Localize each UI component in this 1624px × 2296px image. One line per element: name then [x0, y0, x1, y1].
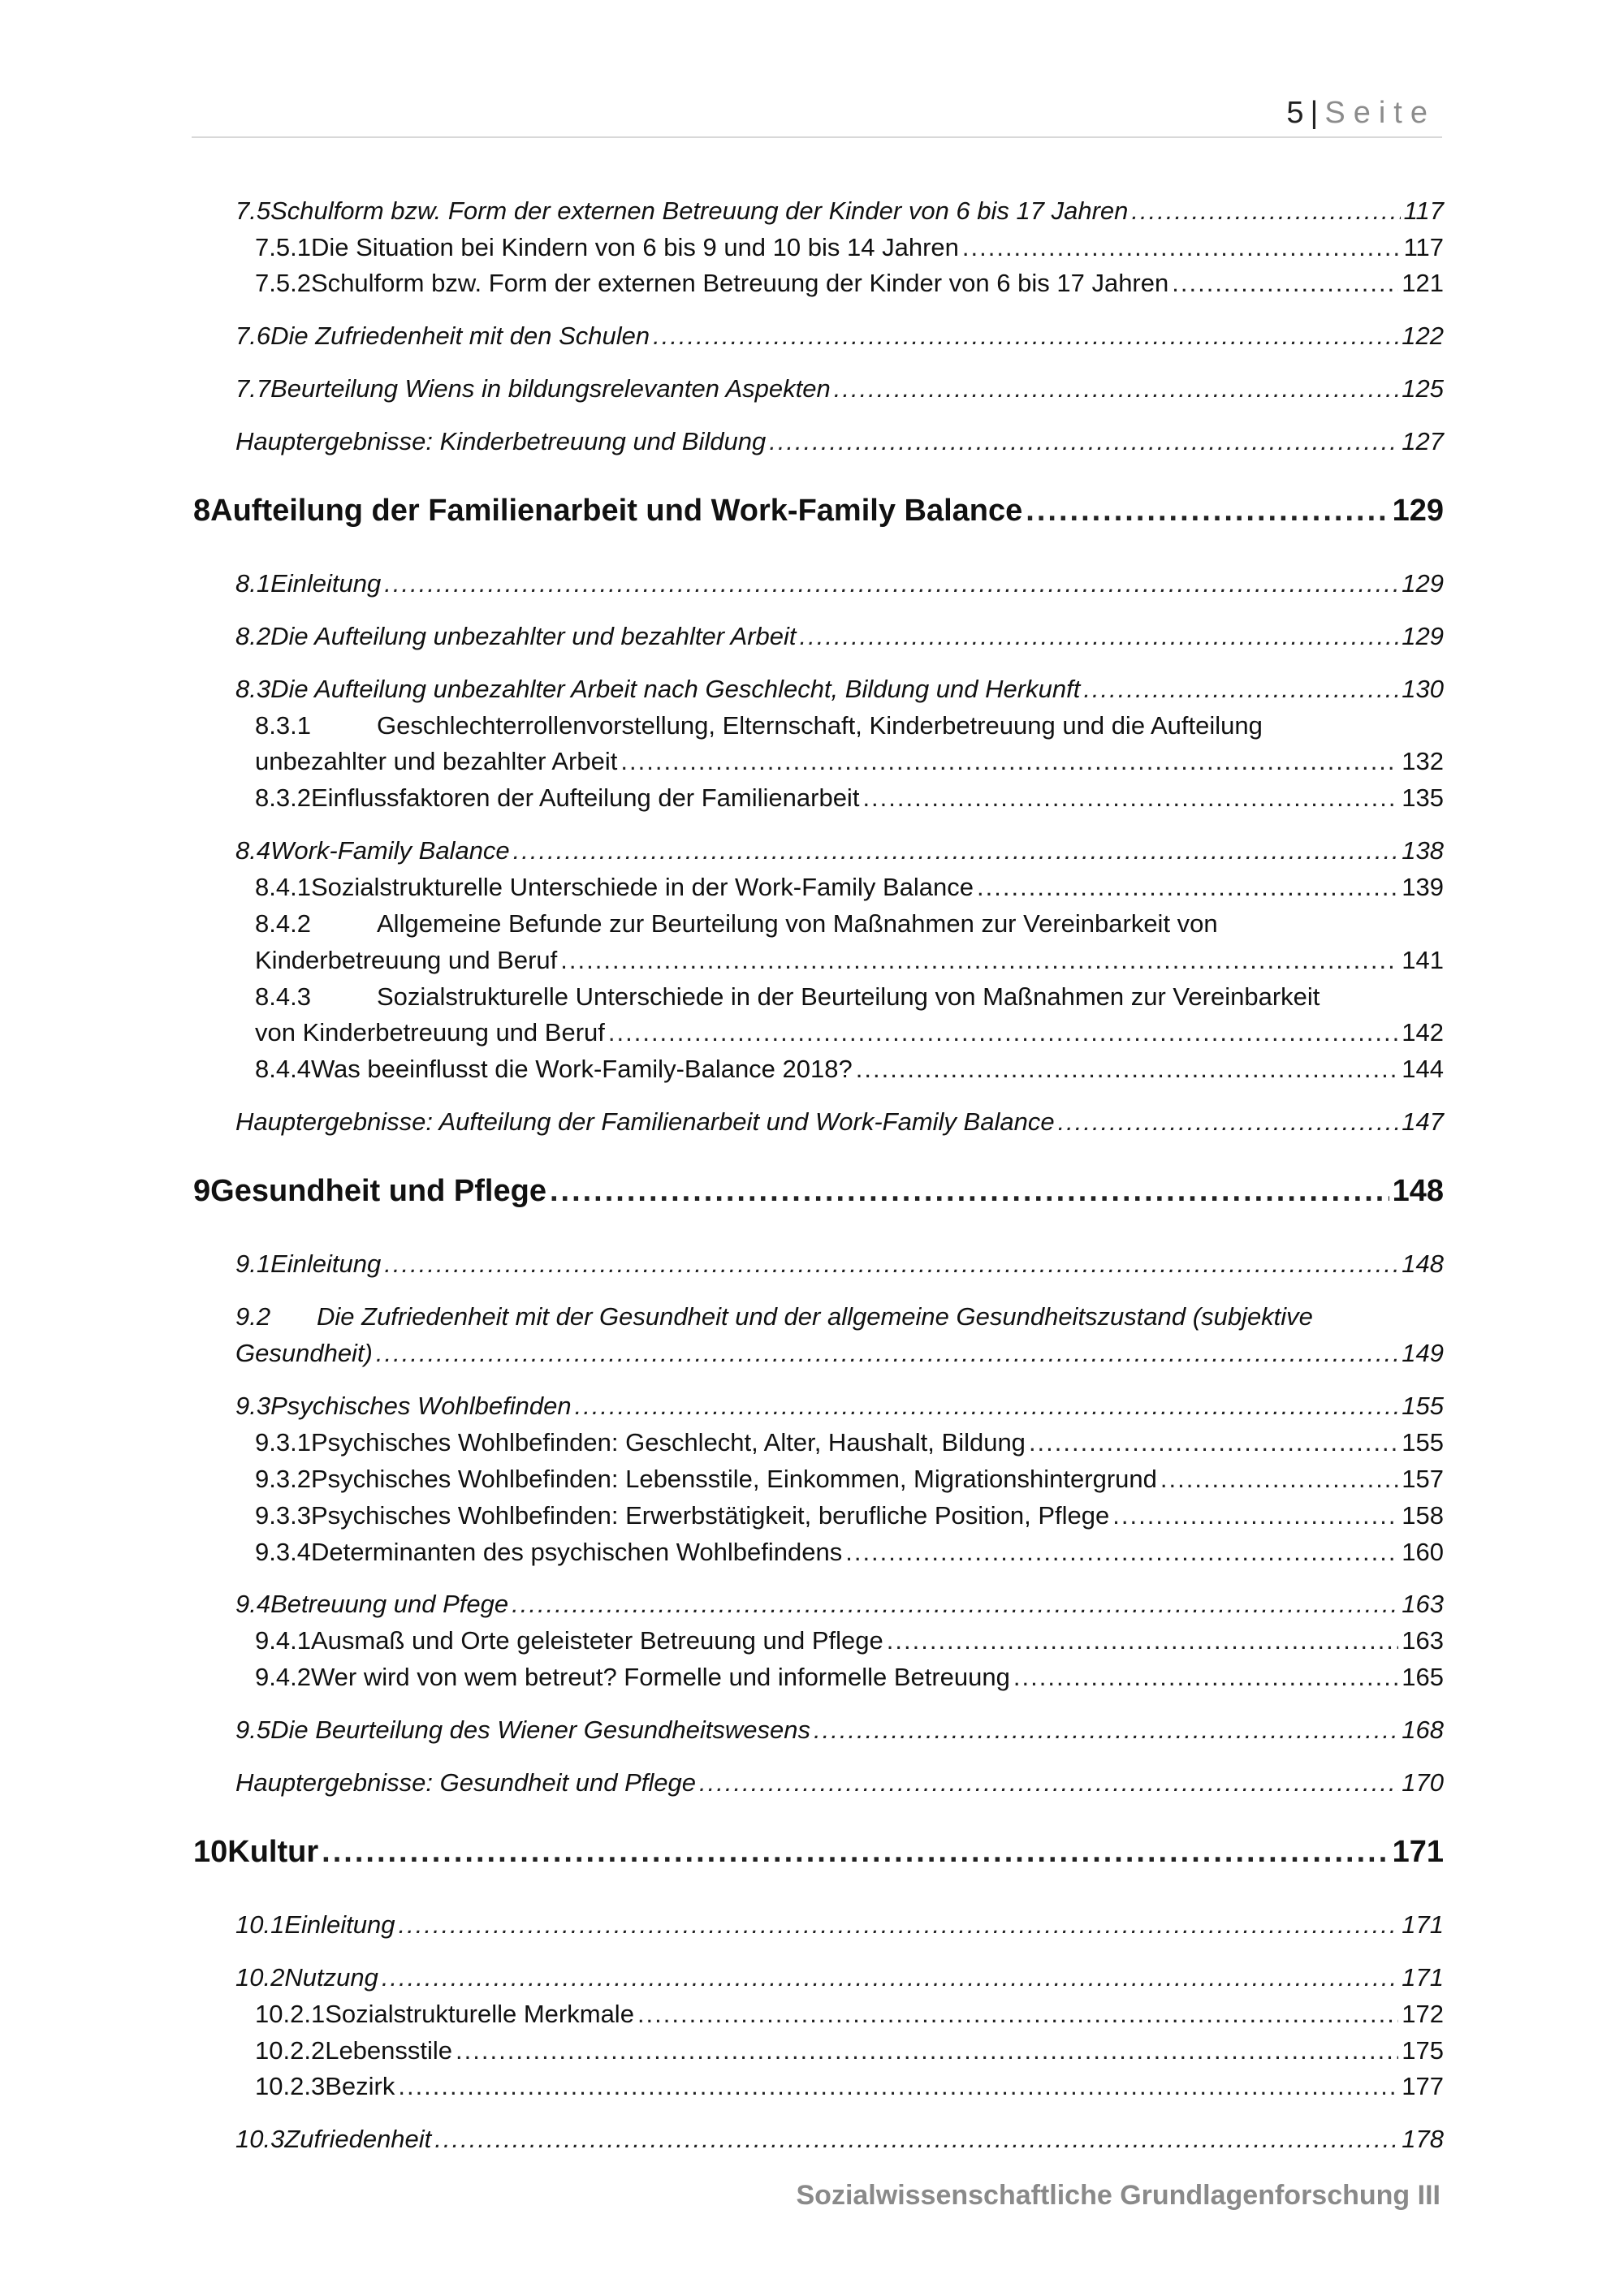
toc-entry-8-4-4[interactable]	[255, 1055, 1444, 1084]
toc-title: Geschlechterrollenvorstellung, Elternschaft, Kinderbetreuung und die Aufteilung	[377, 711, 1263, 740]
toc-page: 130	[1402, 675, 1444, 703]
toc-page: 142	[1402, 1018, 1444, 1047]
toc-title: Psychisches Wohlbefinden: Geschlecht, Alter, Haushalt, Bildung	[310, 1428, 1026, 1457]
toc-title: Work-Family Balance	[270, 836, 510, 865]
leader-dots	[1172, 269, 1398, 298]
toc-number: 9.3.4	[255, 1538, 311, 1566]
toc-number: 9.4	[235, 1590, 271, 1618]
toc-entry-8-3-1-line2[interactable]	[255, 747, 1444, 776]
toc-number: 8.3.1	[255, 711, 311, 740]
leader-dots	[769, 427, 1398, 456]
toc-number: 8.3	[235, 675, 271, 703]
toc-entry-9-3-2[interactable]	[255, 1465, 1444, 1494]
leader-dots	[977, 873, 1398, 902]
toc-number: 8.1	[235, 569, 271, 598]
toc-number: 7.5.2	[255, 269, 311, 297]
toc-page: 139	[1402, 873, 1444, 901]
toc-title: Die Aufteilung unbezahlter und bezahlter Arbeit	[270, 622, 797, 650]
toc-number: 10.2.2	[255, 2036, 326, 2065]
toc-entry-8-1[interactable]	[235, 569, 1444, 598]
toc-page: 117	[1403, 196, 1444, 225]
toc-title: Determinanten des psychischen Wohlbefindens	[310, 1538, 843, 1566]
leader-dots	[653, 322, 1398, 351]
toc-number: 10	[193, 1835, 228, 1869]
leader-dots	[399, 1910, 1399, 1940]
leader-dots	[1112, 1501, 1398, 1530]
toc-entry-8-2[interactable]	[235, 622, 1444, 651]
toc-number: 7.5	[235, 196, 271, 225]
toc-chapter-9[interactable]	[193, 1174, 1444, 1209]
leader-dots	[434, 2125, 1398, 2154]
toc-title: Die Zufriedenheit mit der Gesundheit und der allgemeine Gesundheitszustand (subjektive	[317, 1302, 1313, 1331]
toc-title: Wer wird von wem betreut? Formelle und informelle Betreuung	[310, 1663, 1010, 1691]
toc-title: Beurteilung Wiens in bildungsrelevanten Aspekten	[270, 374, 831, 403]
leader-dots	[575, 1392, 1399, 1421]
toc-title: Sozialstrukturelle Unterschiede in der Beurteilung von Maßnahmen zur Vereinbarkeit	[377, 982, 1320, 1011]
toc-entry-8-4-2-line1[interactable]	[255, 909, 1218, 939]
toc-title: Was beeinflusst die Work-Family-Balance 2018?	[310, 1055, 853, 1083]
toc-page: 157	[1402, 1465, 1444, 1493]
leader-dots	[1013, 1663, 1398, 1692]
toc-title: Nutzung	[284, 1963, 378, 1992]
toc-number: 10.2	[235, 1963, 285, 1992]
toc-page: 178	[1402, 2125, 1444, 2153]
toc-entry-8-4[interactable]	[235, 836, 1444, 865]
leader-dots	[398, 2072, 1398, 2101]
toc-entry-9-1[interactable]	[235, 1249, 1444, 1279]
leader-dots	[608, 1018, 1398, 1047]
toc-page: 175	[1402, 2036, 1444, 2065]
toc-title-continued: unbezahlter und bezahlter Arbeit	[255, 747, 618, 775]
toc-page: 148	[1402, 1249, 1444, 1278]
toc-title: Psychisches Wohlbefinden: Lebensstile, Einkommen, Migrationshintergrund	[310, 1465, 1157, 1493]
toc-title: Die Zufriedenheit mit den Schulen	[270, 322, 650, 350]
toc-page: 121	[1402, 269, 1444, 297]
toc-page: 129	[1402, 622, 1444, 650]
toc-entry-9-3-4[interactable]	[255, 1538, 1444, 1567]
toc-title: Schulform bzw. Form der externen Betreuung der Kinder von 6 bis 17 Jahren	[270, 196, 1129, 225]
leader-dots	[560, 946, 1398, 975]
toc-number: 9.3.3	[255, 1501, 311, 1530]
toc-number: 9.4.1	[255, 1626, 311, 1655]
leader-dots	[845, 1538, 1398, 1567]
leader-dots	[1026, 494, 1389, 529]
toc-title: Die Aufteilung unbezahlter Arbeit nach Geschlecht, Bildung und Herkunft	[270, 675, 1081, 703]
toc-number: 9.5	[235, 1716, 271, 1744]
leader-dots	[1160, 1465, 1398, 1494]
toc-entry-10-2-2[interactable]	[255, 2036, 1444, 2065]
toc-title: Ausmaß und Orte geleisteter Betreuung und Pflege	[310, 1626, 883, 1655]
toc-entry-9-5[interactable]	[235, 1716, 1444, 1745]
toc-entry-8-3-2[interactable]	[255, 783, 1444, 813]
toc-entry-hauptergebnisse-9[interactable]	[235, 1768, 1444, 1798]
toc-number: 8.4.4	[255, 1055, 311, 1083]
toc-page: 147	[1402, 1107, 1444, 1136]
toc-entry-10-1[interactable]	[235, 1910, 1444, 1940]
leader-dots	[1058, 1107, 1399, 1137]
toc-title: Gesundheit und Pflege	[210, 1174, 546, 1208]
toc-number: 10.1	[235, 1910, 285, 1939]
toc-entry-10-2-1[interactable]	[255, 2000, 1444, 2029]
toc-number: 9.3.1	[255, 1428, 311, 1457]
toc-page: 163	[1402, 1590, 1444, 1618]
toc-number: 9	[193, 1174, 211, 1208]
toc-number: 9.3	[235, 1392, 271, 1420]
toc-entry-8-4-3-line1[interactable]	[255, 982, 1320, 1012]
toc-entry-7-5-1[interactable]	[255, 233, 1444, 262]
leader-dots	[887, 1626, 1399, 1655]
toc-page: 171	[1402, 1963, 1444, 1992]
toc-number: 8.4.2	[255, 909, 311, 938]
toc-title: Einleitung	[270, 569, 382, 598]
toc-page: 168	[1402, 1716, 1444, 1744]
toc-title: Hauptergebnisse: Kinderbetreuung und Bildung	[235, 427, 767, 455]
toc-entry-9-3-3[interactable]	[255, 1501, 1444, 1530]
leader-dots	[456, 2036, 1398, 2065]
toc-page: 172	[1402, 2000, 1444, 2028]
toc-number: 8.4.1	[255, 873, 311, 901]
toc-entry-10-3[interactable]	[235, 2125, 1444, 2154]
toc-page: 135	[1402, 783, 1444, 812]
toc-entry-9-4-1[interactable]	[255, 1626, 1444, 1655]
toc-title: Einflussfaktoren der Aufteilung der Familienarbeit	[310, 783, 860, 812]
toc-page: 125	[1402, 374, 1444, 403]
toc-entry-10-2-3[interactable]	[255, 2072, 1444, 2101]
toc-number: 8.4.3	[255, 982, 311, 1011]
toc-title: Einleitung	[270, 1249, 382, 1278]
toc-number: 7.7	[235, 374, 271, 403]
toc-entry-8-4-1[interactable]	[255, 873, 1444, 902]
toc-entry-hauptergebnisse-7[interactable]	[235, 427, 1444, 456]
leader-dots	[513, 836, 1399, 865]
toc-title: Die Situation bei Kindern von 6 bis 9 und 10 bis 14 Jahren	[310, 233, 959, 261]
toc-entry-9-2-line1[interactable]	[235, 1302, 1313, 1331]
toc-title: Aufteilung der Familienarbeit und Work-Family Balance	[210, 494, 1023, 528]
toc-number: 9.3.2	[255, 1465, 311, 1493]
leader-dots	[512, 1590, 1398, 1619]
toc-entry-8-4-2-line2[interactable]	[255, 946, 1444, 975]
toc-title-continued: Gesundheit)	[235, 1339, 373, 1367]
toc-page: 165	[1402, 1663, 1444, 1691]
toc-title: Einleitung	[284, 1910, 395, 1939]
toc-number: 8.4	[235, 836, 271, 865]
toc-page: 171	[1402, 1910, 1444, 1939]
toc-title: Betreuung und Pfege	[270, 1590, 509, 1618]
toc-title-continued: von Kinderbetreuung und Beruf	[255, 1018, 605, 1047]
toc-title: Sozialstrukturelle Unterschiede in der Work-Family Balance	[310, 873, 974, 901]
toc-entry-8-3-1-line1[interactable]	[255, 711, 1263, 740]
toc-page: 149	[1402, 1339, 1444, 1367]
toc-page: 127	[1402, 427, 1444, 455]
toc-page: 129	[1392, 494, 1444, 528]
page-footer: Sozialwissenschaftliche Grundlagenforschung III	[796, 2180, 1440, 2211]
leader-dots	[384, 1249, 1398, 1279]
leader-dots	[1083, 675, 1398, 704]
leader-dots	[800, 622, 1399, 651]
toc-chapter-8[interactable]	[193, 494, 1444, 529]
toc-entry-9-3[interactable]	[235, 1392, 1444, 1421]
leader-dots	[620, 747, 1398, 776]
toc-number: 9.4.2	[255, 1663, 311, 1691]
toc-page: 117	[1403, 233, 1444, 261]
leader-dots	[962, 233, 1401, 262]
toc-entry-9-2-line2[interactable]	[235, 1339, 1444, 1368]
separator: |	[1310, 96, 1320, 130]
toc-page: 170	[1402, 1768, 1444, 1797]
toc-number: 10.2.1	[255, 2000, 326, 2028]
leader-dots	[637, 2000, 1398, 2029]
toc-number: 7.6	[235, 322, 271, 350]
toc-page: 138	[1402, 836, 1444, 865]
toc-page: 129	[1402, 569, 1444, 598]
page-word: Seite	[1324, 96, 1436, 130]
leader-dots	[862, 783, 1398, 813]
toc-number: 9.2	[235, 1302, 271, 1331]
toc-entry-7-7[interactable]	[235, 374, 1444, 404]
toc-title: Zufriedenheit	[284, 2125, 432, 2153]
toc-number: 10.2.3	[255, 2072, 326, 2100]
toc-title: Hauptergebnisse: Gesundheit und Pflege	[235, 1768, 697, 1797]
toc-page: 158	[1402, 1501, 1444, 1530]
toc-title: Psychisches Wohlbefinden: Erwerbstätigkeit, berufliche Position, Pflege	[310, 1501, 1110, 1530]
toc-page: 141	[1402, 946, 1444, 974]
page-number: 5	[1286, 96, 1306, 130]
toc-number: 8.2	[235, 622, 271, 650]
leader-dots	[699, 1768, 1398, 1798]
toc-number: 9.1	[235, 1249, 271, 1278]
toc-number: 8	[193, 494, 211, 528]
leader-dots	[1029, 1428, 1398, 1457]
toc-entry-10-2[interactable]	[235, 1963, 1444, 1992]
leader-dots	[376, 1339, 1398, 1368]
leader-dots	[550, 1174, 1389, 1209]
toc-title: Lebensstile	[325, 2036, 453, 2065]
toc-page: 155	[1402, 1428, 1444, 1457]
toc-entry-hauptergebnisse-8[interactable]	[235, 1107, 1444, 1137]
toc-chapter-10[interactable]	[193, 1835, 1444, 1870]
toc-entry-7-5[interactable]	[235, 196, 1444, 226]
toc-title: Sozialstrukturelle Merkmale	[325, 2000, 634, 2028]
toc-page: 177	[1402, 2072, 1444, 2100]
toc-entry-8-4-3-line2[interactable]	[255, 1018, 1444, 1047]
leader-dots	[384, 569, 1398, 598]
toc-title: Kultur	[227, 1835, 319, 1869]
toc-entry-9-3-1[interactable]	[255, 1428, 1444, 1457]
toc-page: 122	[1402, 322, 1444, 350]
toc-number: 10.3	[235, 2125, 285, 2153]
toc-title: Psychisches Wohlbefinden	[270, 1392, 572, 1420]
toc-title: Bezirk	[325, 2072, 395, 2100]
toc-title: Allgemeine Befunde zur Beurteilung von Maßnahmen zur Vereinbarkeit von	[377, 909, 1218, 938]
toc-page: 155	[1402, 1392, 1444, 1420]
leader-dots	[814, 1716, 1398, 1745]
toc-entry-8-3[interactable]	[235, 675, 1444, 704]
leader-dots	[834, 374, 1399, 404]
leader-dots	[322, 1835, 1389, 1870]
toc-page: 160	[1402, 1538, 1444, 1566]
toc-entry-7-5-2[interactable]	[255, 269, 1444, 298]
toc-number: 8.3.2	[255, 783, 311, 812]
toc-number: 7.5.1	[255, 233, 311, 261]
toc-title: Hauptergebnisse: Aufteilung der Familienarbeit und Work-Family Balance	[235, 1107, 1055, 1136]
toc-page: 163	[1402, 1626, 1444, 1655]
toc-page: 144	[1402, 1055, 1444, 1083]
toc-page: 148	[1392, 1174, 1444, 1208]
toc-entry-9-4-2[interactable]	[255, 1663, 1444, 1692]
leader-dots	[382, 1963, 1398, 1992]
toc-title: Die Beurteilung des Wiener Gesundheitswesens	[270, 1716, 810, 1744]
toc-title-continued: Kinderbetreuung und Beruf	[255, 946, 558, 974]
leader-dots	[1131, 196, 1400, 226]
toc-entry-9-4[interactable]	[235, 1590, 1444, 1619]
toc-page: 171	[1392, 1835, 1444, 1869]
leader-dots	[856, 1055, 1399, 1084]
toc-entry-7-6[interactable]	[235, 322, 1444, 351]
toc-title: Schulform bzw. Form der externen Betreuung der Kinder von 6 bis 17 Jahren	[310, 269, 1169, 297]
toc-page: 132	[1402, 747, 1444, 775]
